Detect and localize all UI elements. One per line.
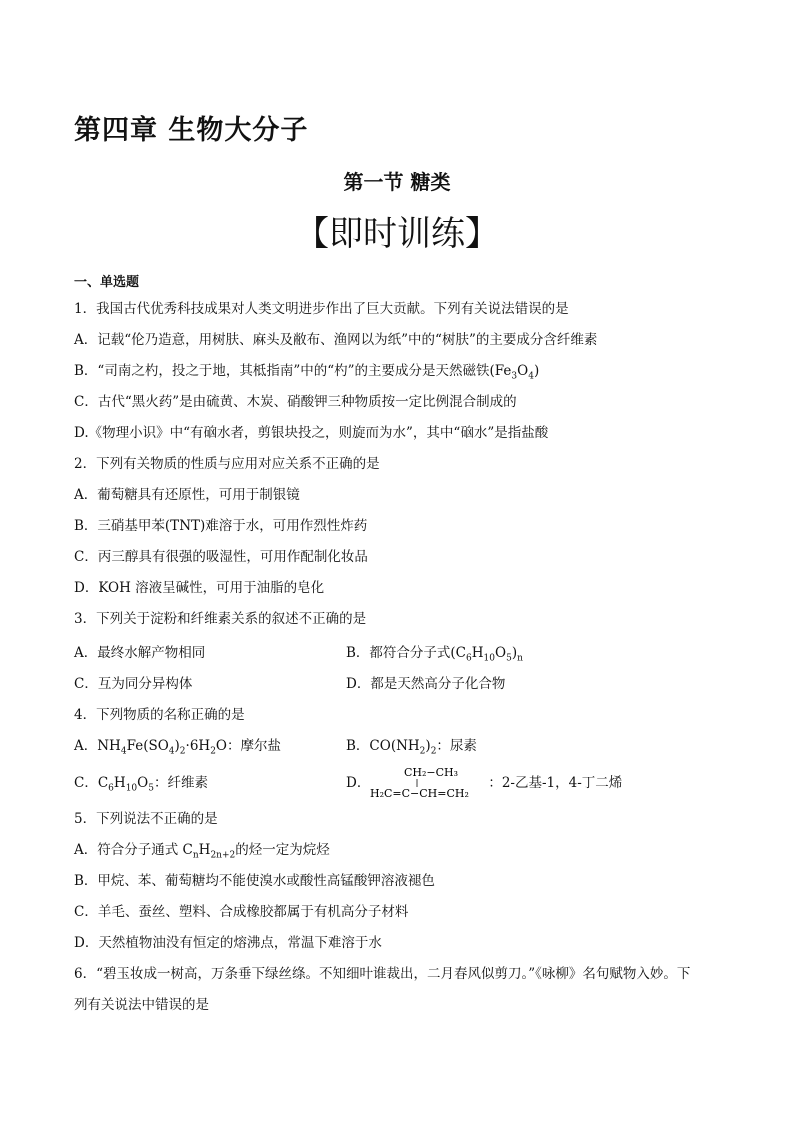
q5-option-a: A．符合分子通式 $C_nH_{2n+2}$的烃一定为烷烃 <box>74 842 330 861</box>
q3-option-d: D．都是天然高分子化合物 <box>346 676 506 692</box>
q3-option-c: C．互为同分异构体 <box>74 676 193 692</box>
q4-option-d: D． CH₂−CH₃ H₂C=C−CH=CH₂ ：2-乙基-1，4-丁二烯 <box>346 766 623 800</box>
q1-option-a: A．记载“伦乃造意，用树肤、麻头及敝布、渔网以为纸”中的“树肤”的主要成分含纤维素 <box>74 332 598 348</box>
structure-main-chain: H₂C=C−CH=CH₂ <box>370 787 470 800</box>
q5-stem: 5．下列说法不正确的是 <box>74 811 218 827</box>
q1-option-b: B．“司南之杓，投之于地，其柢指南”中的“杓”的主要成分是天然磁铁$(Fe_3O_4)$ <box>74 363 540 382</box>
section-title: 第一节 糖类 <box>343 170 451 194</box>
q4-option-c: C．$C_6H_{10}O_5$：纤维素 <box>74 775 208 794</box>
q5-option-d: D．天然植物油没有恒定的熔沸点，常温下难溶于水 <box>74 935 382 951</box>
q5-option-c: C．羊毛、蚕丝、塑料、合成橡胶都属于有机高分子材料 <box>74 904 409 920</box>
q3-option-b: B．都符合分子式$(C_6H_{10}O_5)_n$ <box>346 645 523 664</box>
q4-option-b: B．$CO(NH_2)_2$：尿素 <box>346 738 477 757</box>
structure-top-group: CH₂−CH₃ <box>404 766 459 779</box>
q3-stem: 3．下列关于淀粉和纤维素关系的叙述不正确的是 <box>74 611 367 627</box>
q2-stem: 2．下列有关物质的性质与应用对应关系不正确的是 <box>74 456 380 472</box>
q6-stem-line2: 列有关说法中错误的是 <box>74 997 209 1013</box>
structural-formula <box>370 765 488 801</box>
q5-option-b: B．甲烷、苯、葡萄糖均不能使溴水或酸性高锰酸钾溶液褪色 <box>74 873 435 889</box>
q4-option-a: A．$NH_4Fe(SO_4)_2\cdot 6H_2O$：摩尔盐 <box>74 738 281 757</box>
q6-stem-line1: 6．“碧玉妆成一树高，万条垂下绿丝绦。不知细叶谁裁出，二月春风似剪刀。”《咏柳》名句赋物入妙。下 <box>74 966 691 982</box>
q2-option-b: B．三硝基甲苯(TNT)难溶于水，可用作烈性炸药 <box>74 518 368 534</box>
q4-stem: 4．下列物质的名称正确的是 <box>74 707 245 723</box>
q2-option-a: A．葡萄糖具有还原性，可用于制银镜 <box>74 487 300 503</box>
q1-option-d: D.《物理小识》中“有硇水者，剪银块投之，则旋而为水”，其中“硇水”是指盐酸 <box>74 425 549 441</box>
q3-option-a: A．最终水解产物相同 <box>74 645 206 661</box>
question-type-heading: 一、单选题 <box>74 275 140 290</box>
q2-option-d: D．KOH 溶液呈碱性，可用于油脂的皂化 <box>74 580 325 596</box>
practice-banner: 【即时训练】 <box>295 214 499 254</box>
chapter-title: 第四章 生物大分子 <box>74 115 309 146</box>
q2-option-c: C．丙三醇具有很强的吸湿性，可用作配制化妆品 <box>74 549 368 565</box>
q1-stem: 1．我国古代优秀科技成果对人类文明进步作出了巨大贡献。下列有关说法错误的是 <box>74 301 569 317</box>
q1-option-c: C．古代“黑火药”是由硫黄、木炭、硝酸钾三种物质按一定比例混合制成的 <box>74 394 517 410</box>
